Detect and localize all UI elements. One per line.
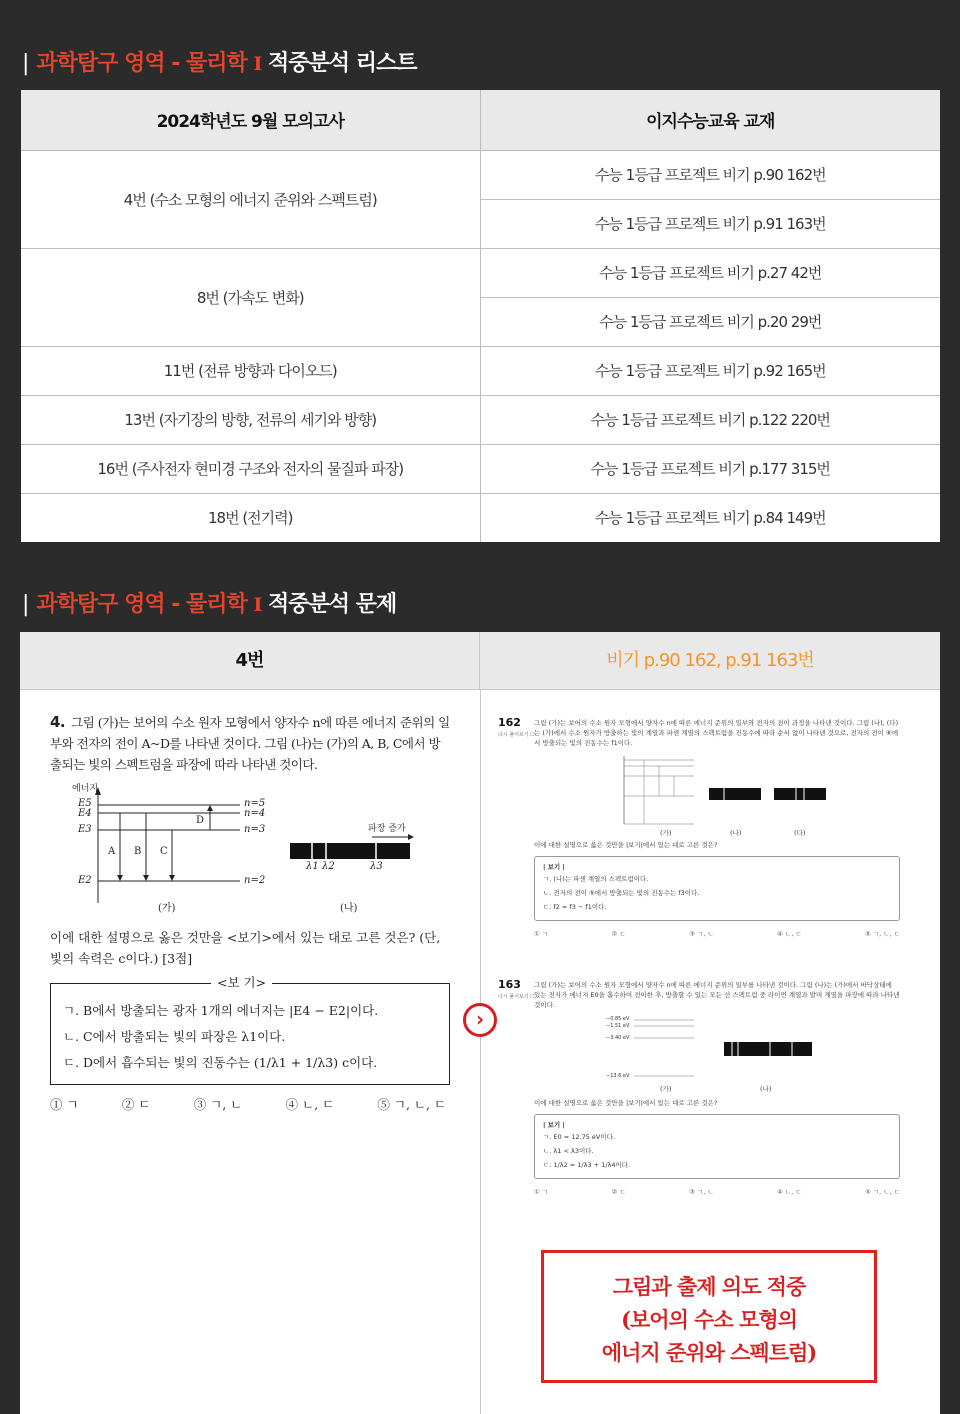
- book-cell: 수능 1등급 프로젝트 비기 p.122 220번: [480, 395, 940, 444]
- question-text: 그림 (가)는 보어의 수소 원자 모형에서 양자수 n에 따른 에너지 준위의 일부와 전자의 전이 A~D를 나타낸 것이다. 그림 (나)는 (가)의 A, B, C에서 방출되는 빛의 스펙트럼을 파장에 따라 나타낸 것이다.: [50, 715, 450, 772]
- problem-number: 162: [498, 716, 521, 729]
- table-row: [21, 346, 940, 395]
- book-cell: 수능 1등급 프로젝트 비기 p.177 315번: [480, 444, 940, 493]
- bogi-box: [534, 1114, 900, 1179]
- problem-text: 그림 (가)는 보어의 수소 원자 모형에서 양자수 n에 따른 에너지 준위의 일부와 전자의 전이 과정을 나타낸 것이다. 그림 (나), (다)는 (가)에서 수소 원자가 방출하는 빛의 계열과 파센 계열의 스펙트럼을 진동수에 따라 순서 없이 나타낸 것으로, 전자의 전이 ⑥에서 방출되는 빛의 진동수는 f1이다.: [534, 719, 899, 747]
- choice: ④ ㄴ, ㄷ: [777, 930, 802, 938]
- textbook-problem-163: [498, 980, 900, 1197]
- bogi-item: ㄱ. (나)는 파센 계열의 스펙트럼이다.: [543, 875, 649, 883]
- book-cell: 수능 1등급 프로젝트 비기 p.90 162번: [480, 150, 940, 199]
- figure-caption: (나): [340, 903, 358, 914]
- exam-cell: 8번 (가속도 변화): [21, 248, 480, 346]
- bogi-item: ㄷ. 1/λ2 = 1/λ3 + 1/λ4이다.: [543, 1161, 631, 1169]
- chevron-right-icon: ›: [463, 1003, 497, 1037]
- table-header-book: 이지수능교육 교재: [480, 90, 940, 150]
- question-number: 4.: [50, 713, 66, 731]
- choice: ① ㄱ: [50, 1097, 79, 1112]
- highlight-line: 그림과 출제 의도 적중: [612, 1274, 806, 1299]
- energy-level-figure: [50, 781, 450, 921]
- level-label: E4: [78, 808, 92, 819]
- problem-ask: 이에 대한 설명으로 옳은 것만을 |보기|에서 있는 대로 고른 것은?: [534, 841, 718, 849]
- problem-ask: 이에 대한 설명으로 옳은 것만을 |보기|에서 있는 대로 고른 것은?: [534, 1099, 718, 1107]
- bogi-title: <보 기>: [211, 974, 272, 992]
- choice: ⑤ ㄱ, ㄴ, ㄷ: [865, 930, 900, 938]
- list-section-title: | 과학탐구 영역 - 물리학 Ⅰ 적중분석 리스트: [22, 51, 417, 76]
- problem-header: [20, 632, 940, 690]
- lambda-label: λ1: [306, 861, 319, 872]
- wavelength-label: 파장 증가: [368, 824, 406, 834]
- bogi-box: [50, 975, 450, 1085]
- exam-cell: 4번 (수소 모형의 에너지 준위와 스펙트럼): [21, 150, 480, 248]
- question-ask: 이에 대한 설명으로 옳은 것만을 <보기>에서 있는 대로 고른 것은? (단, 빛의 속력은 c이다.) [3점]: [50, 930, 441, 966]
- bogi-title: | 보기 |: [543, 1121, 565, 1129]
- bogi-item: ㄴ. 전자의 전이 ⑤에서 방출되는 빛의 진동수는 f3이다.: [543, 889, 700, 897]
- transition-label: D: [196, 815, 205, 826]
- choice: ⑤ ㄱ, ㄴ, ㄷ: [865, 1188, 900, 1196]
- choice: ⑤ ㄱ, ㄴ, ㄷ: [377, 1097, 446, 1112]
- figure-caption: (나): [760, 1085, 772, 1093]
- level-label: E3: [78, 824, 92, 835]
- highlight-line: (보어의 수소 모형의: [621, 1307, 797, 1332]
- choice: ② ㄷ: [121, 1097, 151, 1112]
- table-row: [21, 395, 940, 444]
- problem-number: 163: [498, 978, 521, 991]
- choice: ④ ㄴ, ㄷ: [777, 1188, 802, 1196]
- textbook-figure: [534, 1010, 900, 1098]
- level-value: −1.51 eV: [606, 1023, 630, 1029]
- level-label: E2: [78, 875, 92, 886]
- lambda-label: λ2: [322, 861, 335, 872]
- textbook-problem-162: [498, 718, 900, 939]
- highlight-line: 에너지 준위와 스펙트럼): [601, 1340, 817, 1365]
- book-cell: 수능 1등급 프로젝트 비기 p.27 42번: [480, 248, 940, 297]
- table-row: [21, 150, 940, 199]
- column-divider: [480, 690, 481, 1414]
- choice: ① ㄱ: [534, 930, 549, 938]
- choice: ③ ㄱ, ㄴ: [689, 1188, 714, 1196]
- answer-choices: [534, 929, 900, 939]
- level-value: −13.6 eV: [606, 1073, 630, 1079]
- figure-caption: (가): [660, 1085, 672, 1093]
- choice: ① ㄱ: [534, 1188, 549, 1196]
- exam-problem-label: 4번: [20, 632, 480, 690]
- transition-label: C: [160, 846, 168, 857]
- figure-caption: (나): [730, 829, 742, 837]
- book-cell: 수능 1등급 프로젝트 비기 p.84 149번: [480, 493, 940, 542]
- exam-cell: 11번 (전류 방향과 다이오드): [21, 346, 480, 395]
- textbook-diagram: [534, 1010, 900, 1086]
- bogi-title: | 보기 |: [543, 863, 565, 871]
- book-cell: 수능 1등급 프로젝트 비기 p.20 29번: [480, 297, 940, 346]
- exam-cell: 13번 (자기장의 방향, 전류의 세기와 방향): [21, 395, 480, 444]
- choice: ③ ㄱ, ㄴ: [193, 1097, 243, 1112]
- n-label: n=3: [244, 824, 266, 835]
- transition-label: A: [108, 846, 116, 857]
- n-label: n=2: [244, 875, 266, 886]
- level-label: E5: [78, 798, 92, 809]
- bogi-item: ㄱ. E0 = 12.75 eV이다.: [543, 1133, 615, 1141]
- bogi-item: ㄴ. C에서 방출되는 빛의 파장은 λ1이다.: [63, 1029, 286, 1044]
- book-cell: 수능 1등급 프로젝트 비기 p.91 163번: [480, 199, 940, 248]
- bogi-item: ㄷ. f2 = f3 − f1이다.: [543, 903, 607, 911]
- exam-problem: [50, 712, 450, 1113]
- bogi-box: [534, 856, 900, 921]
- hit-highlight-box: [541, 1250, 877, 1383]
- bogi-item: ㄴ. λ1 < λ3이다.: [543, 1147, 594, 1155]
- choice: ② ㄷ: [611, 1188, 626, 1196]
- bogi-item: ㄷ. D에서 흡수되는 빛의 진동수는 (1/λ1 + 1/λ3) c이다.: [63, 1055, 378, 1070]
- figure-caption: (다): [794, 829, 806, 837]
- choice: ④ ㄴ, ㄷ: [285, 1097, 335, 1112]
- choice: ③ ㄱ, ㄴ: [689, 930, 714, 938]
- level-value: −0.85 eV: [606, 1016, 630, 1022]
- textbook-problem-label: 비기 p.90 162, p.91 163번: [606, 650, 814, 671]
- n-label: n=4: [244, 808, 266, 819]
- answer-choices: [50, 1095, 450, 1113]
- table-row: [21, 248, 940, 297]
- table-row: [21, 493, 940, 542]
- bogi-item: ㄱ. B에서 방출되는 광자 1개의 에너지는 |E4 − E2|이다.: [63, 1003, 379, 1018]
- exam-cell: 18번 (전기력): [21, 493, 480, 542]
- answer-choices: [534, 1187, 900, 1197]
- figure-caption: (가): [158, 903, 176, 914]
- level-value: −3.40 eV: [606, 1035, 630, 1041]
- textbook-figure: [534, 748, 900, 840]
- hit-list-table: [21, 90, 940, 542]
- lambda-label: λ3: [370, 861, 383, 872]
- table-row: [21, 444, 940, 493]
- problem-text: 그림 (가)는 보어의 수소 원자 모형에서 양자수 n에 따른 에너지 준위의 일부를 나타낸 것이다. 그림 (나)는 (가)에서 바닥상태에 있는 전자가 에너지 E0을 흡수하여 전이한 후, 방출할 수 있는 모든 선 스펙트럼 중 라이먼 계열과 발머 계열을 파장에 따라 나타낸 것이다.: [534, 981, 900, 1009]
- retry-checkbox: 다시 풀어보기 ☐: [498, 732, 535, 738]
- n-label: n=5: [244, 798, 266, 809]
- problem-section-title: | 과학탐구 영역 - 물리학 Ⅰ 적중분석 문제: [22, 592, 397, 617]
- table-header-exam: 2024학년도 9월 모의고사: [21, 90, 480, 150]
- energy-axis-label: 에너지: [72, 784, 99, 794]
- transition-label: B: [134, 846, 142, 857]
- retry-checkbox: 다시 풀어보기 ☐: [498, 994, 535, 1000]
- choice: ② ㄷ: [611, 930, 626, 938]
- exam-cell: 16번 (주사전자 현미경 구조와 전자의 물질파 파장): [21, 444, 480, 493]
- textbook-diagram: [534, 748, 900, 828]
- book-cell: 수능 1등급 프로젝트 비기 p.92 165번: [480, 346, 940, 395]
- figure-caption: (가): [660, 829, 672, 837]
